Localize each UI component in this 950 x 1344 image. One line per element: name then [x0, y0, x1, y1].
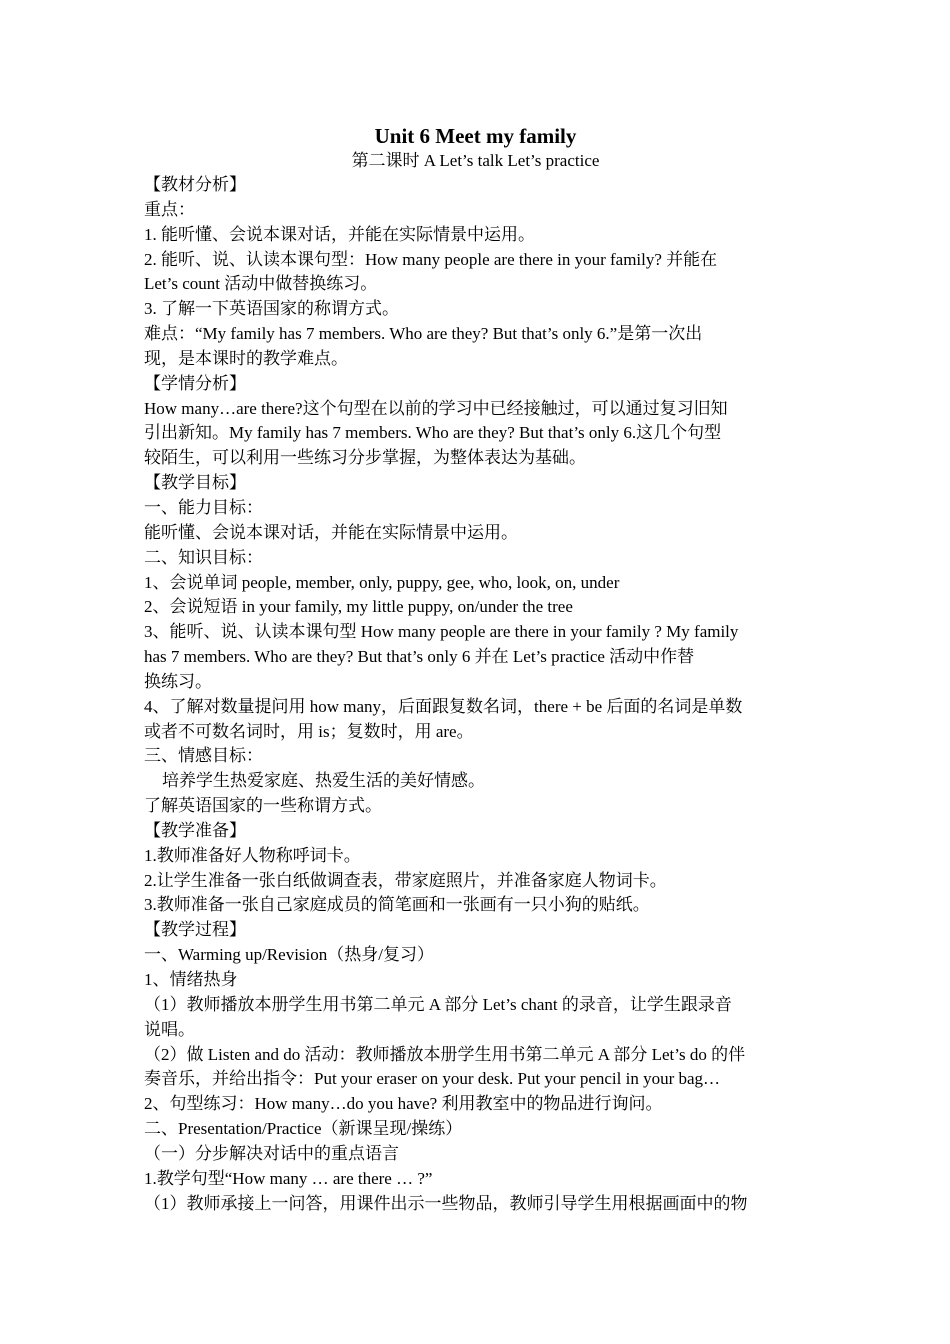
text-line: 培养学生热爱家庭、热爱生活的美好情感。	[162, 771, 485, 791]
document-body	[144, 124, 807, 1216]
text-line: 引出新知。My family has 7 members. Who are they? But that’s only 6.这几个句型	[144, 423, 722, 443]
text-line: 1、会说单词 people, member, only, puppy, gee, who, look, on, under	[144, 572, 620, 592]
text-line: 难点：“My family has 7 members. Who are they? But that’s only 6.”是第一次出	[144, 324, 703, 344]
text-line: 4、了解对数量提问用 how many，后面跟复数名词，there + be 后面的名词是单数	[144, 696, 743, 716]
text-line: 【教学目标】	[144, 473, 246, 493]
text-line: 2.让学生准备一张白纸做调查表，带家庭照片，并准备家庭人物词卡。	[144, 870, 667, 890]
text-line: 了解英语国家的一些称谓方式。	[144, 796, 382, 816]
text-line: 说唱。	[144, 1019, 195, 1039]
text-line: 3.教师准备一张自己家庭成员的简笔画和一张画有一只小狗的贴纸。	[144, 895, 650, 915]
text-line: Let’s count 活动中做替换练习。	[144, 274, 378, 294]
text-line: 2、句型练习：How many…do you have? 利用教室中的物品进行询问。	[144, 1094, 663, 1114]
document-title: Unit 6 Meet my family	[374, 124, 577, 148]
text-line: 三、情感目标：	[144, 746, 263, 766]
text-line: 【教学过程】	[144, 920, 246, 940]
text-line: 现，是本课时的教学难点。	[144, 348, 348, 368]
text-line: 二、Presentation/Practice（新课呈现/操练）	[144, 1119, 463, 1139]
text-line: 3、能听、说、认读本课句型 How many people are there in your family ? My family	[144, 622, 739, 642]
text-line: 1.教学句型“How many … are there … ?”	[144, 1168, 433, 1188]
text-line: （2）做 Listen and do 活动：教师播放本册学生用书第二单元 A 部分 Let’s do 的伴	[144, 1044, 746, 1064]
text-line: （一）分步解决对话中的重点语言	[144, 1143, 399, 1163]
text-line: 重点：	[144, 199, 195, 219]
text-line: How many…are there?这个句型在以前的学习中已经接触过，可以通过复习旧知	[144, 398, 728, 418]
text-line: 一、能力目标：	[144, 497, 263, 517]
text-line: 换练习。	[144, 671, 212, 691]
text-line: 【教材分析】	[144, 175, 246, 194]
text-line: （1）教师播放本册学生用书第二单元 A 部分 Let’s chant 的录音，让学生跟录音	[144, 994, 732, 1014]
text-line: 3. 了解一下英语国家的称谓方式。	[144, 299, 399, 319]
text-line: 1、情绪热身	[144, 970, 238, 989]
text-line: （1）教师承接上一问答，用课件出示一些物品，教师引导学生用根据画面中的物	[144, 1193, 748, 1213]
text-line: 【教学准备】	[144, 820, 246, 840]
document-subtitle: 第二课时 A Let’s talk Let’s practice	[351, 151, 600, 170]
text-line: 1.教师准备好人物称呼词卡。	[144, 845, 361, 865]
document-lines	[144, 173, 807, 1216]
text-line: has 7 members. Who are they? But that’s only 6 并在 Let’s practice 活动中作替	[144, 647, 695, 667]
text-line: 奏音乐，并给出指令：Put your eraser on your desk. Put your pencil in your bag…	[144, 1069, 721, 1089]
text-line: 二、知识目标：	[144, 547, 263, 567]
text-line: 较陌生，可以利用一些练习分步掌握，为整体表达为基础。	[144, 448, 586, 468]
text-line: 能听懂、会说本课对话，并能在实际情景中运用。	[144, 522, 518, 542]
text-line: 或者不可数名词时，用 is；复数时，用 are。	[144, 721, 474, 741]
text-line: 一、Warming up/Revision（热身/复习）	[144, 945, 434, 965]
text-line: 2. 能听、说、认读本课句型：How many people are there in your family? 并能在	[144, 249, 718, 269]
text-line: 【学情分析】	[144, 373, 246, 393]
text-line: 2、会说短语 in your family, my little puppy, on/under the tree	[144, 597, 573, 617]
text-line: 1. 能听懂、会说本课对话，并能在实际情景中运用。	[144, 224, 535, 244]
